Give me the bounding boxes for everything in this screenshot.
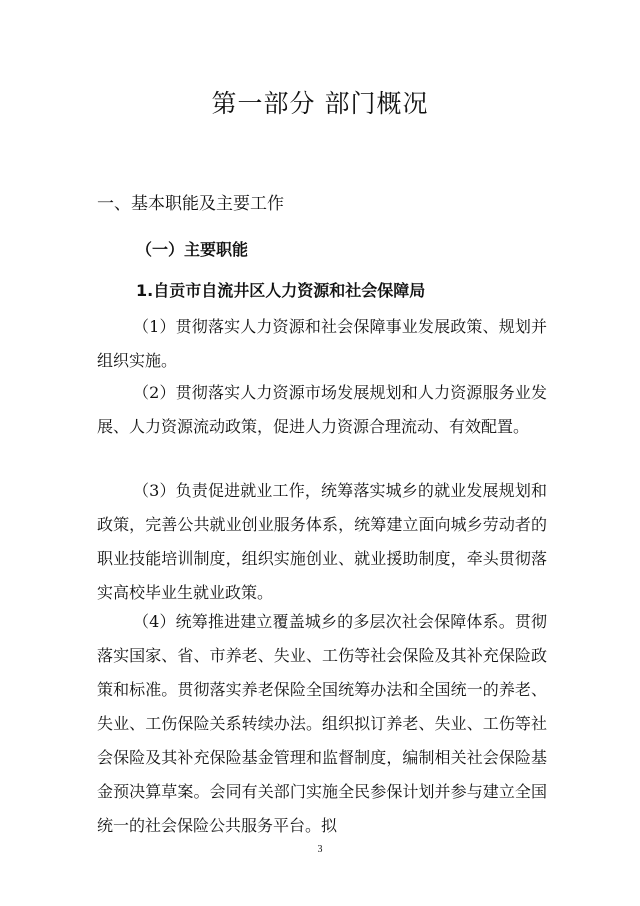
- paragraph-4: （4）统筹推进建立覆盖城乡的多层次社会保障体系。贯彻落实国家、省、市养老、失业、工伤等社会保险及其补充保险政策和标准。贯彻落实养老保险全国统筹办法和全国统一的养老、失业、工伤保险关系转续办法。组织拟订养老、失业、工伤等社会保险及其补充保险基金管理和监督制度，编制相关社会保险基金预决算草案。会同有关部门实施全民参保计划并参与建立全国统一的社会保险公共服务平台。拟: [97, 612, 547, 835]
- sub-heading: （一）主要职能: [136, 240, 249, 259]
- page-number: 3: [317, 844, 323, 855]
- section-heading: 一、基本职能及主要工作: [97, 194, 284, 214]
- page-title: 第一部分 部门概况: [211, 89, 429, 118]
- paragraph-3: （3）负责促进就业工作，统筹落实城乡的就业发展规划和政策，完善公共就业创业服务体系，统筹建立面向城乡劳动者的职业技能培训制度，组织实施创业、就业援助制度，牵头贯彻落实高校毕业生就业政策。: [97, 481, 547, 602]
- paragraph-2: （2）贯彻落实人力资源市场发展规划和人力资源服务业发展、人力资源流动政策，促进人力资源合理流动、有效配置。: [97, 383, 547, 436]
- paragraph-1: （1）贯彻落实人力资源和社会保障事业发展政策、规划并组织实施。: [97, 317, 547, 370]
- item-heading: 1.自贡市自流井区人力资源和社会保障局: [136, 281, 426, 300]
